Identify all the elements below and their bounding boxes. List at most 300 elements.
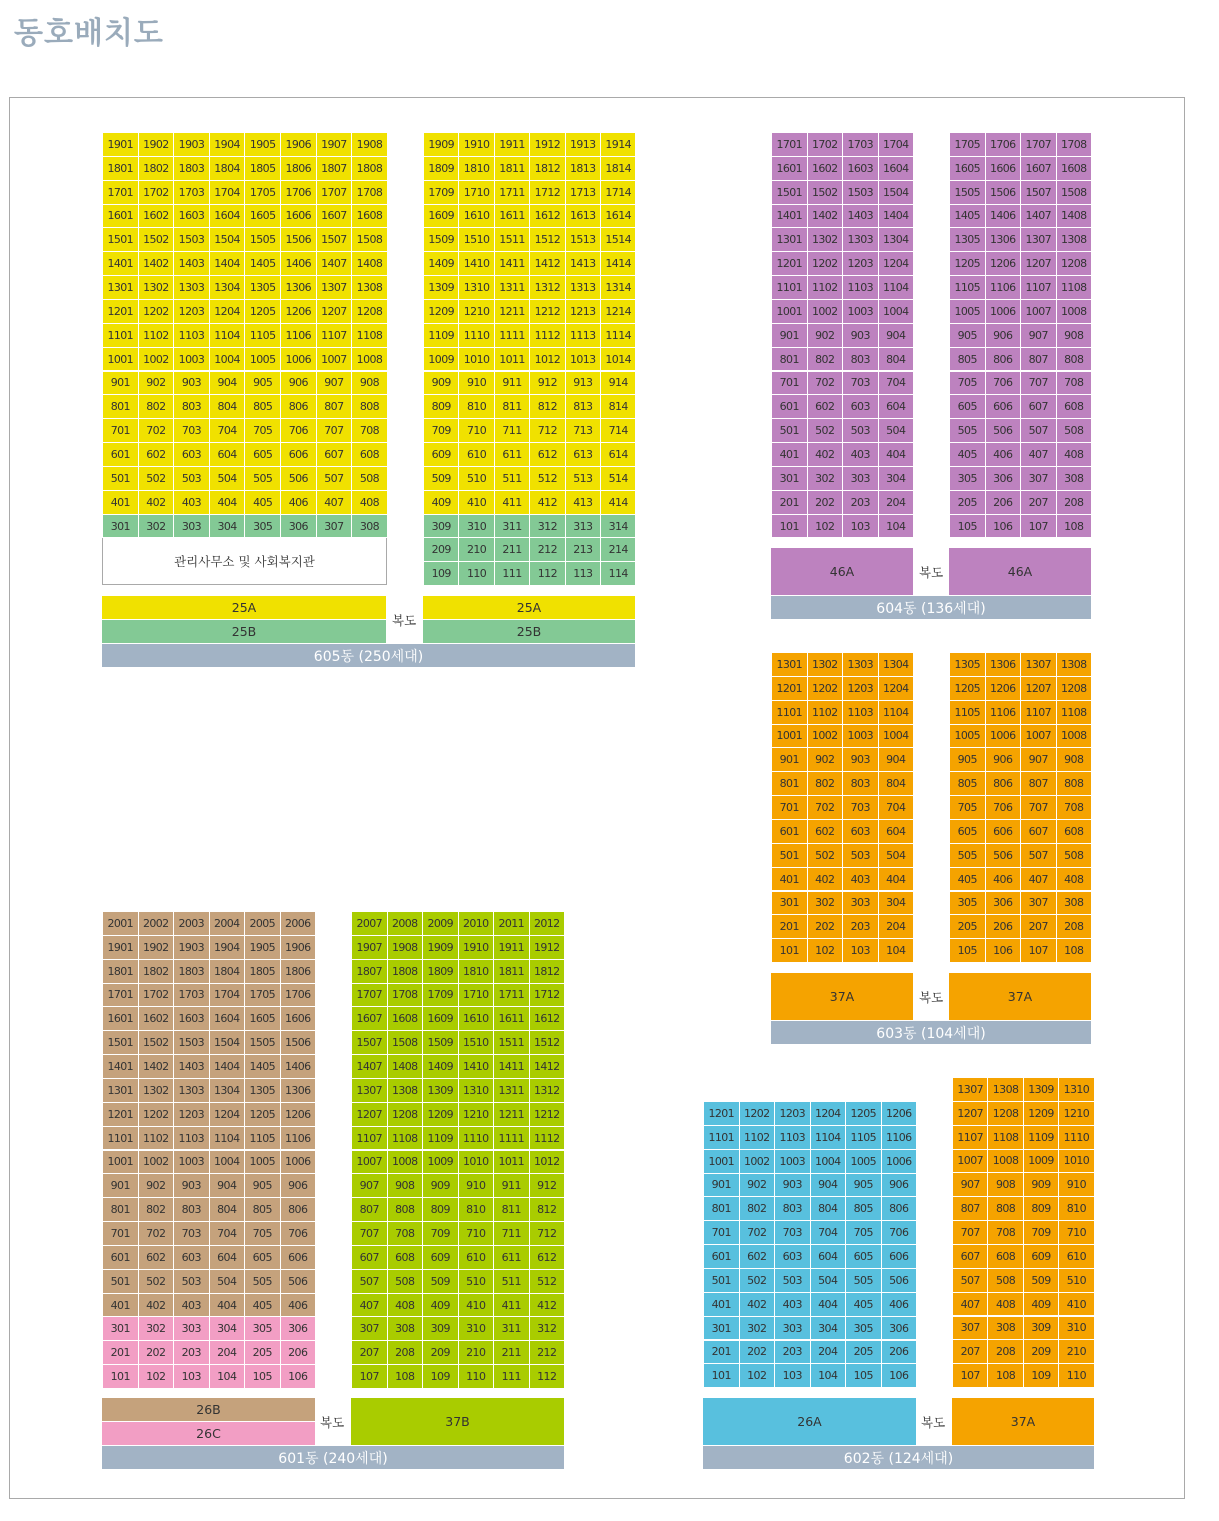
unit-601-2003: 2003 [173,911,210,936]
unit-603-802: 802 [807,771,844,796]
unit-601-1611: 1611 [493,1006,530,1031]
unit-603-1003: 1003 [842,724,879,749]
unit-604-206: 206 [985,490,1022,515]
unit-604-1305: 1305 [949,227,986,252]
unit-605-1007: 1007 [316,347,353,372]
unit-603-303: 303 [842,891,879,916]
unit-603-904: 904 [878,747,915,772]
unit-605-1513: 1513 [565,227,601,252]
unit-605-113: 113 [565,561,601,586]
unit-603-505: 505 [949,843,986,868]
unit-601-1507: 1507 [351,1030,388,1055]
unit-604-1105: 1105 [949,275,986,300]
unit-605-1204: 1204 [209,299,246,324]
unit-601-1801: 1801 [102,959,139,984]
unit-602-505: 505 [845,1268,882,1293]
unit-605-212: 212 [529,537,565,562]
unit-601-312: 312 [529,1316,566,1341]
unit-605-1912: 1912 [529,132,565,157]
unit-605-1009: 1009 [423,347,459,372]
unit-605-1201: 1201 [102,299,139,324]
unit-602-102: 102 [739,1363,776,1388]
unit-605-1210: 1210 [458,299,494,324]
unit-603-105: 105 [949,938,986,963]
unit-601-1001: 1001 [102,1150,139,1175]
unit-604-1106: 1106 [985,275,1022,300]
unit-604-804: 804 [878,347,915,372]
unit-605-1612: 1612 [529,204,565,229]
unit-602-406: 406 [881,1292,918,1317]
unit-603-306: 306 [985,891,1022,916]
unit-601-210: 210 [458,1340,495,1365]
unit-601-1707: 1707 [351,983,388,1008]
unit-605-1308: 1308 [351,275,388,300]
unit-605-906: 906 [280,371,317,396]
unit-604-1702: 1702 [807,132,844,157]
unit-601-1310: 1310 [458,1078,495,1103]
unit-602-410: 410 [1058,1292,1094,1317]
unit-603-807: 807 [1020,771,1057,796]
unit-603-702: 702 [807,795,844,820]
unit-603-606: 606 [985,819,1022,844]
unit-602-510: 510 [1058,1268,1094,1293]
unit-602-302: 302 [739,1316,776,1341]
unit-602-803: 803 [774,1196,811,1221]
unit-601-1607: 1607 [351,1006,388,1031]
unit-601-1603: 1603 [173,1006,210,1031]
unit-604-707: 707 [1020,371,1057,396]
unit-601-1906: 1906 [280,935,317,960]
unit-604-806: 806 [985,347,1022,372]
unit-603-905: 905 [949,747,986,772]
unit-603-202: 202 [807,914,844,939]
unit-605-704: 704 [209,418,246,443]
unit-603-1103: 1103 [842,700,879,725]
unit-602-904: 904 [810,1173,847,1198]
unit-601-702: 702 [138,1221,175,1246]
unit-605-1805: 1805 [244,156,281,181]
unit-603-106: 106 [985,938,1022,963]
unit-601-712: 712 [529,1221,566,1246]
unit-605-1811: 1811 [494,156,530,181]
unit-603-305: 305 [949,891,986,916]
unit-601-1809: 1809 [422,959,459,984]
unit-601-809: 809 [422,1197,459,1222]
unit-601-909: 909 [422,1173,459,1198]
unit-601-2007: 2007 [351,911,388,936]
unit-605-1610: 1610 [458,204,494,229]
unit-601-1701: 1701 [102,983,139,1008]
unit-602-1007: 1007 [952,1149,988,1174]
unit-604-1206: 1206 [985,251,1022,276]
unit-602-1205: 1205 [845,1101,882,1126]
unit-605-1503: 1503 [173,227,210,252]
unit-601-309: 309 [422,1316,459,1341]
unit-604-701: 701 [771,371,808,396]
unit-605-903: 903 [173,371,210,396]
unit-601-1204: 1204 [209,1102,246,1127]
unit-602-1101: 1101 [703,1125,740,1150]
unit-603-503: 503 [842,843,879,868]
unit-602-805: 805 [845,1196,882,1221]
unit-601-606: 606 [280,1245,317,1270]
unit-603-1203: 1203 [842,676,879,701]
unit-605-304: 304 [209,514,246,539]
unit-601-308: 308 [387,1316,424,1341]
unit-605-1214: 1214 [600,299,636,324]
unit-601-504: 504 [209,1269,246,1294]
unit-605-413: 413 [565,490,601,515]
unit-601-201: 201 [102,1340,139,1365]
unit-602-606: 606 [881,1244,918,1269]
unit-605-1113: 1113 [565,323,601,348]
unit-604-406: 406 [985,442,1022,467]
unit-601-611: 611 [493,1245,530,1270]
unit-601-1311: 1311 [493,1078,530,1103]
type-bar-25b-right: 25B [423,620,635,643]
unit-605-1501: 1501 [102,227,139,252]
unit-603-407: 407 [1020,867,1057,892]
unit-605-1902: 1902 [138,132,175,157]
unit-604-802: 802 [807,347,844,372]
unit-602-608: 608 [987,1244,1023,1269]
unit-602-203: 203 [774,1340,811,1365]
unit-605-1910: 1910 [458,132,494,157]
unit-601-1205: 1205 [244,1102,281,1127]
unit-605-1710: 1710 [458,180,494,205]
unit-605-1303: 1303 [173,275,210,300]
unit-604-904: 904 [878,323,915,348]
unit-604-1303: 1303 [842,227,879,252]
unit-601-811: 811 [493,1197,530,1222]
unit-604-105: 105 [949,514,986,539]
unit-604-702: 702 [807,371,844,396]
unit-605-211: 211 [494,537,530,562]
unit-601-1807: 1807 [351,959,388,984]
unit-601-608: 608 [387,1245,424,1270]
unit-601-510: 510 [458,1269,495,1294]
unit-602-1106: 1106 [881,1125,918,1150]
unit-605-1404: 1404 [209,251,246,276]
unit-602-801: 801 [703,1196,740,1221]
unit-605-410: 410 [458,490,494,515]
unit-601-912: 912 [529,1173,566,1198]
unit-603-808: 808 [1056,771,1093,796]
unit-601-1609: 1609 [422,1006,459,1031]
unit-601-106: 106 [280,1364,317,1389]
unit-602-108: 108 [987,1363,1023,1388]
unit-604-703: 703 [842,371,879,396]
unit-603-706: 706 [985,795,1022,820]
unit-602-1206: 1206 [881,1101,918,1126]
unit-605-1506: 1506 [280,227,317,252]
unit-605-1313: 1313 [565,275,601,300]
unit-605-1601: 1601 [102,204,139,229]
unit-601-1003: 1003 [173,1150,210,1175]
unit-601-1612: 1612 [529,1006,566,1031]
unit-605-710: 710 [458,418,494,443]
unit-601-408: 408 [387,1293,424,1318]
unit-601-1408: 1408 [387,1054,424,1079]
unit-601-1806: 1806 [280,959,317,984]
unit-603-604: 604 [878,819,915,844]
unit-603-506: 506 [985,843,1022,868]
unit-601-1510: 1510 [458,1030,495,1055]
unit-601-1307: 1307 [351,1078,388,1103]
unit-605-313: 313 [565,514,601,539]
unit-602-201: 201 [703,1340,740,1365]
unit-602-804: 804 [810,1196,847,1221]
unit-602-105: 105 [845,1363,882,1388]
unit-605-905: 905 [244,371,281,396]
unit-602-210: 210 [1058,1339,1094,1364]
unit-605-1203: 1203 [173,299,210,324]
unit-604-1203: 1203 [842,251,879,276]
unit-601-1006: 1006 [280,1150,317,1175]
unit-601-2012: 2012 [529,911,566,936]
unit-601-1908: 1908 [387,935,424,960]
unit-604-903: 903 [842,323,879,348]
unit-605-701: 701 [102,418,139,443]
unit-605-1012: 1012 [529,347,565,372]
unit-601-411: 411 [493,1293,530,1318]
unit-601-1110: 1110 [458,1126,495,1151]
unit-605-1711: 1711 [494,180,530,205]
unit-603-101: 101 [771,938,808,963]
unit-605-706: 706 [280,418,317,443]
unit-601-1702: 1702 [138,983,175,1008]
unit-601-1209: 1209 [422,1102,459,1127]
unit-605-1410: 1410 [458,251,494,276]
unit-605-1111: 1111 [494,323,530,348]
unit-601-910: 910 [458,1173,495,1198]
unit-604-507: 507 [1020,418,1057,443]
unit-601-1005: 1005 [244,1150,281,1175]
unit-605-1502: 1502 [138,227,175,252]
unit-605-405: 405 [244,490,281,515]
unit-604-301: 301 [771,466,808,491]
unit-604-1204: 1204 [878,251,915,276]
unit-605-1307: 1307 [316,275,353,300]
unit-603-1107: 1107 [1020,700,1057,725]
unit-601-1212: 1212 [529,1102,566,1127]
unit-604-1103: 1103 [842,275,879,300]
unit-604-504: 504 [878,418,915,443]
unit-605-1911: 1911 [494,132,530,157]
unit-605-1913: 1913 [565,132,601,157]
unit-604-1201: 1201 [771,251,808,276]
unit-605-804: 804 [209,394,246,419]
unit-603-501: 501 [771,843,808,868]
unit-601-607: 607 [351,1245,388,1270]
unit-601-509: 509 [422,1269,459,1294]
unit-605-609: 609 [423,442,459,467]
unit-604-1707: 1707 [1020,132,1057,157]
unit-604-901: 901 [771,323,808,348]
unit-605-807: 807 [316,394,353,419]
unit-601-1011: 1011 [493,1150,530,1175]
unit-601-1101: 1101 [102,1126,139,1151]
unit-604-1007: 1007 [1020,299,1057,324]
unit-602-806: 806 [881,1196,918,1221]
unit-605-1309: 1309 [423,275,459,300]
unit-601-1206: 1206 [280,1102,317,1127]
unit-605-503: 503 [173,466,210,491]
unit-603-205: 205 [949,914,986,939]
unit-601-911: 911 [493,1173,530,1198]
unit-604-205: 205 [949,490,986,515]
unit-603-1004: 1004 [878,724,915,749]
unit-603-701: 701 [771,795,808,820]
unit-605-1401: 1401 [102,251,139,276]
unit-602-106: 106 [881,1363,918,1388]
unit-605-512: 512 [529,466,565,491]
unit-602-502: 502 [739,1268,776,1293]
unit-603-301: 301 [771,891,808,916]
unit-604-1001: 1001 [771,299,808,324]
unit-602-810: 810 [1058,1196,1094,1221]
unit-601-801: 801 [102,1197,139,1222]
unit-601-307: 307 [351,1316,388,1341]
unit-602-1008: 1008 [987,1149,1023,1174]
unit-601-1602: 1602 [138,1006,175,1031]
unit-601-1411: 1411 [493,1054,530,1079]
unit-602-408: 408 [987,1292,1023,1317]
unit-603-903: 903 [842,747,879,772]
unit-602-802: 802 [739,1196,776,1221]
unit-601-802: 802 [138,1197,175,1222]
unit-605-1512: 1512 [529,227,565,252]
unit-602-1307: 1307 [952,1077,988,1102]
unit-603-1008: 1008 [1056,724,1093,749]
unit-603-1007: 1007 [1020,724,1057,749]
unit-605-1714: 1714 [600,180,636,205]
unit-602-407: 407 [952,1292,988,1317]
unit-601-804: 804 [209,1197,246,1222]
unit-604-1101: 1101 [771,275,808,300]
unit-603-1101: 1101 [771,700,808,725]
unit-601-1104: 1104 [209,1126,246,1151]
unit-604-1508: 1508 [1056,180,1093,205]
corridor-label-604: 복도 [919,565,944,580]
unit-605-1105: 1105 [244,323,281,348]
unit-604-401: 401 [771,442,808,467]
unit-601-306: 306 [280,1316,317,1341]
unit-603-1201: 1201 [771,676,808,701]
unit-602-1003: 1003 [774,1149,811,1174]
unit-602-1308: 1308 [987,1077,1023,1102]
unit-602-1108: 1108 [987,1125,1023,1150]
unit-601-1903: 1903 [173,935,210,960]
unit-603-402: 402 [807,867,844,892]
unit-605-607: 607 [316,442,353,467]
unit-605-1407: 1407 [316,251,353,276]
unit-604-902: 902 [807,323,844,348]
unit-605-501: 501 [102,466,139,491]
unit-604-1003: 1003 [842,299,879,324]
unit-605-1809: 1809 [423,156,459,181]
unit-605-805: 805 [244,394,281,419]
unit-601-1306: 1306 [280,1078,317,1103]
unit-601-407: 407 [351,1293,388,1318]
unit-605-1803: 1803 [173,156,210,181]
unit-605-1114: 1114 [600,323,636,348]
unit-605-1301: 1301 [102,275,139,300]
unit-604-202: 202 [807,490,844,515]
unit-602-1005: 1005 [845,1149,882,1174]
unit-605-709: 709 [423,418,459,443]
unit-602-308: 308 [987,1316,1023,1341]
unit-601-1506: 1506 [280,1030,317,1055]
unit-602-301: 301 [703,1316,740,1341]
building-label-604: 604동 (136세대) [771,596,1091,619]
corridor-label-601: 복도 [320,1415,345,1430]
unit-605-907: 907 [316,371,353,396]
unit-601-1905: 1905 [244,935,281,960]
unit-604-1705: 1705 [949,132,986,157]
unit-604-907: 907 [1020,323,1057,348]
unit-603-708: 708 [1056,795,1093,820]
unit-604-1607: 1607 [1020,156,1057,181]
unit-604-204: 204 [878,490,915,515]
unit-603-206: 206 [985,914,1022,939]
unit-601-806: 806 [280,1197,317,1222]
unit-601-710: 710 [458,1221,495,1246]
unit-605-803: 803 [173,394,210,419]
unit-603-508: 508 [1056,843,1093,868]
unit-602-1105: 1105 [845,1125,882,1150]
unit-605-1002: 1002 [138,347,175,372]
unit-603-308: 308 [1056,891,1093,916]
unit-603-504: 504 [878,843,915,868]
unit-605-711: 711 [494,418,530,443]
corridor-label-603: 복도 [919,990,944,1005]
unit-605-1414: 1414 [600,251,636,276]
unit-605-1510: 1510 [458,227,494,252]
unit-602-610: 610 [1058,1244,1094,1269]
unit-601-103: 103 [173,1364,210,1389]
unit-602-501: 501 [703,1268,740,1293]
unit-601-610: 610 [458,1245,495,1270]
unit-605-1609: 1609 [423,204,459,229]
unit-604-604: 604 [878,394,915,419]
unit-605-213: 213 [565,537,601,562]
unit-605-601: 601 [102,442,139,467]
unit-603-804: 804 [878,771,915,796]
unit-603-403: 403 [842,867,879,892]
unit-601-104: 104 [209,1364,246,1389]
unit-602-1103: 1103 [774,1125,811,1150]
unit-602-1009: 1009 [1023,1149,1059,1174]
unit-602-503: 503 [774,1268,811,1293]
unit-604-404: 404 [878,442,915,467]
unit-605-1611: 1611 [494,204,530,229]
unit-605-404: 404 [209,490,246,515]
unit-604-1405: 1405 [949,204,986,229]
unit-604-502: 502 [807,418,844,443]
unit-601-1706: 1706 [280,983,317,1008]
unit-604-304: 304 [878,466,915,491]
unit-605-703: 703 [173,418,210,443]
unit-601-908: 908 [387,1173,424,1198]
unit-601-1409: 1409 [422,1054,459,1079]
unit-601-1505: 1505 [244,1030,281,1055]
building-label-605: 605동 (250세대) [102,644,635,667]
unit-601-401: 401 [102,1293,139,1318]
unit-604-1005: 1005 [949,299,986,324]
unit-605-1706: 1706 [280,180,317,205]
unit-603-601: 601 [771,819,808,844]
